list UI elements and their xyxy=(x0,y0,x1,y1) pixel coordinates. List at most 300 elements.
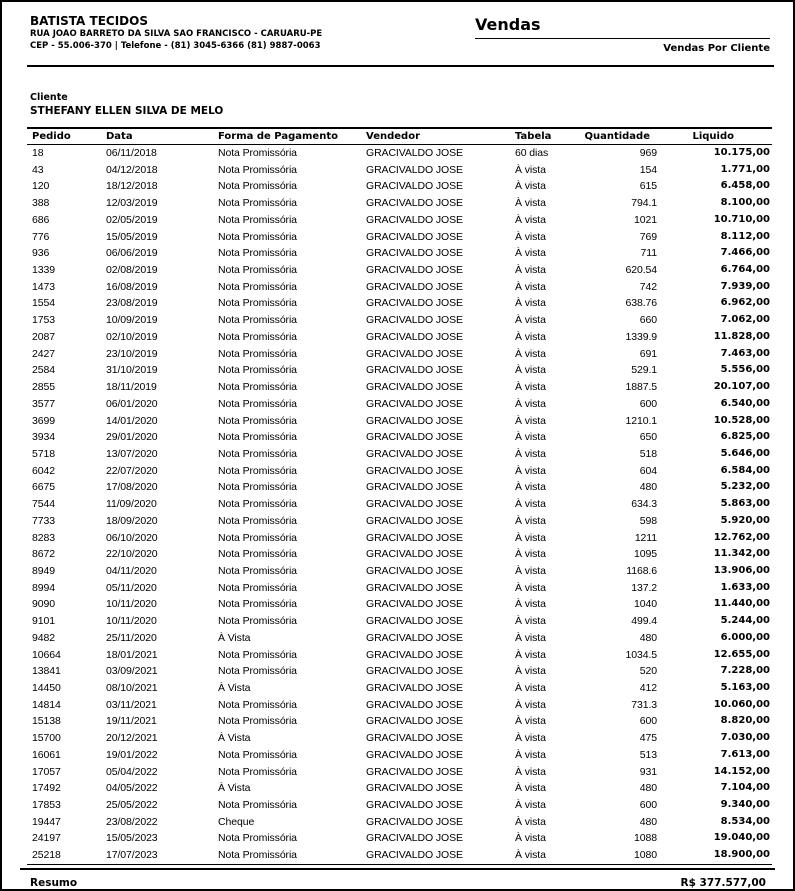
cell-pedido: 1753 xyxy=(32,314,55,327)
cell-data: 23/08/2022 xyxy=(106,815,158,828)
cell-vendedor: GRACIVALDO JOSE xyxy=(366,665,463,678)
cell-quantidade: 969 xyxy=(639,147,657,159)
cell-tabela: 60 dias xyxy=(515,147,549,159)
cell-vendedor: GRACIVALDO JOSE xyxy=(366,715,463,728)
cell-pedido: 9090 xyxy=(32,598,55,611)
table-row xyxy=(27,830,772,847)
cell-tabela: À vista xyxy=(515,782,546,795)
cell-liquido: 10.710,00 xyxy=(713,213,770,225)
table-row xyxy=(27,329,772,346)
report-title-block xyxy=(475,15,770,54)
cell-data: 03/11/2021 xyxy=(106,698,157,711)
cell-pedido: 6042 xyxy=(32,464,55,477)
column-header-pedido: Pedido xyxy=(32,131,71,142)
cell-tabela: À vista xyxy=(515,698,546,711)
cell-tabela: À vista xyxy=(515,598,546,611)
cell-data: 04/05/2022 xyxy=(106,782,158,795)
table-row xyxy=(27,680,772,697)
cell-quantidade: 598 xyxy=(639,514,657,527)
cell-data: 18/01/2021 xyxy=(106,648,158,661)
cell-tabela: À vista xyxy=(515,648,546,661)
cell-data: 06/01/2020 xyxy=(106,397,158,410)
cell-forma-pagamento: Nota Promissória xyxy=(218,330,297,343)
cell-pedido: 3577 xyxy=(32,397,55,410)
table-header-row xyxy=(27,128,772,145)
cell-pedido: 10664 xyxy=(32,648,61,661)
table-row xyxy=(27,379,772,396)
cell-vendedor: GRACIVALDO JOSE xyxy=(366,682,463,694)
cell-forma-pagamento: Nota Promissória xyxy=(218,698,297,711)
table-row xyxy=(27,797,772,814)
cell-forma-pagamento: Nota Promissória xyxy=(218,147,297,159)
cell-tabela: À vista xyxy=(515,464,546,477)
table-row xyxy=(27,346,772,363)
cell-vendedor: GRACIVALDO JOSE xyxy=(366,447,463,460)
table-row xyxy=(27,847,772,864)
cell-quantidade: 638.76 xyxy=(625,297,657,310)
cell-vendedor: GRACIVALDO JOSE xyxy=(366,598,463,611)
cell-liquido: 13.906,00 xyxy=(713,564,770,576)
cell-data: 25/11/2020 xyxy=(106,631,157,644)
cell-data: 04/11/2020 xyxy=(106,564,157,577)
cell-quantidade: 513 xyxy=(639,748,657,761)
cell-data: 29/01/2020 xyxy=(106,431,158,444)
cell-liquido: 20.107,00 xyxy=(713,381,770,393)
cell-liquido: 7.228,00 xyxy=(720,665,770,677)
cell-quantidade: 1034.5 xyxy=(625,648,657,661)
cell-liquido: 10.528,00 xyxy=(713,414,770,426)
cell-forma-pagamento: Nota Promissória xyxy=(218,832,297,845)
table-row xyxy=(27,546,772,563)
cell-pedido: 1339 xyxy=(32,264,55,277)
cell-quantidade: 1211 xyxy=(634,531,657,544)
cell-vendedor: GRACIVALDO JOSE xyxy=(366,314,463,327)
cell-quantidade: 650 xyxy=(639,431,657,444)
cell-vendedor: GRACIVALDO JOSE xyxy=(366,765,463,778)
cell-liquido: 10.175,00 xyxy=(713,147,770,158)
cell-tabela: À vista xyxy=(515,765,546,778)
cell-tabela: À vista xyxy=(515,832,546,845)
cell-vendedor: GRACIVALDO JOSE xyxy=(366,264,463,277)
cell-liquido: 1.771,00 xyxy=(720,163,770,175)
cell-forma-pagamento: Nota Promissória xyxy=(218,715,297,728)
cell-pedido: 14814 xyxy=(32,698,61,711)
cell-vendedor: GRACIVALDO JOSE xyxy=(366,180,463,193)
cell-vendedor: GRACIVALDO JOSE xyxy=(366,197,463,210)
cell-forma-pagamento: Nota Promissória xyxy=(218,364,297,377)
cell-tabela: À vista xyxy=(515,213,546,226)
cell-data: 14/01/2020 xyxy=(106,414,158,427)
cell-vendedor: GRACIVALDO JOSE xyxy=(366,698,463,711)
cell-tabela: À vista xyxy=(515,732,546,745)
cell-liquido: 10.060,00 xyxy=(713,698,770,710)
cell-tabela: À vista xyxy=(515,364,546,377)
cell-vendedor: GRACIVALDO JOSE xyxy=(366,564,463,577)
cell-tabela: À vista xyxy=(515,498,546,511)
cell-data: 20/12/2021 xyxy=(106,732,158,745)
cell-pedido: 9482 xyxy=(32,631,55,644)
table-row xyxy=(27,229,772,246)
table-row xyxy=(27,195,772,212)
cell-tabela: À vista xyxy=(515,531,546,544)
company-address: RUA JOAO BARRETO DA SILVA SAO FRANCISCO - CARUARU-PE xyxy=(30,29,323,39)
cell-forma-pagamento: Nota Promissória xyxy=(218,498,297,511)
cell-data: 22/07/2020 xyxy=(106,464,158,477)
cell-forma-pagamento: Nota Promissória xyxy=(218,564,297,577)
cell-data: 16/08/2019 xyxy=(106,280,158,293)
client-name: STHEFANY ELLEN SILVA DE MELO xyxy=(30,105,224,117)
cell-data: 15/05/2023 xyxy=(106,832,158,845)
cell-quantidade: 604 xyxy=(639,464,657,477)
table-row xyxy=(27,663,772,680)
cell-pedido: 17057 xyxy=(32,765,61,778)
cell-pedido: 25218 xyxy=(32,849,61,862)
cell-data: 10/09/2019 xyxy=(106,314,158,327)
cell-tabela: À vista xyxy=(515,799,546,812)
cell-forma-pagamento: Nota Promissória xyxy=(218,481,297,494)
cell-forma-pagamento: Nota Promissória xyxy=(218,464,297,477)
cell-quantidade: 620.54 xyxy=(625,264,657,277)
cell-pedido: 18 xyxy=(32,147,44,159)
table-row xyxy=(27,312,772,329)
cell-data: 15/05/2019 xyxy=(106,230,158,243)
cell-pedido: 19447 xyxy=(32,815,61,828)
cell-tabela: À vista xyxy=(515,414,546,427)
cell-quantidade: 480 xyxy=(639,631,657,644)
cell-quantidade: 1021 xyxy=(634,213,657,226)
cell-pedido: 43 xyxy=(32,163,44,176)
cell-data: 18/09/2020 xyxy=(106,514,158,527)
cell-vendedor: GRACIVALDO JOSE xyxy=(366,464,463,477)
cell-quantidade: 1088 xyxy=(634,832,657,845)
cell-forma-pagamento: Nota Promissória xyxy=(218,598,297,611)
cell-tabela: À vista xyxy=(515,849,546,862)
cell-liquido: 8.100,00 xyxy=(720,197,770,209)
cell-liquido: 7.613,00 xyxy=(720,748,770,760)
cell-forma-pagamento: Nota Promissória xyxy=(218,247,297,260)
cell-pedido: 2855 xyxy=(32,381,55,394)
cell-quantidade: 1080 xyxy=(634,849,657,862)
cell-vendedor: GRACIVALDO JOSE xyxy=(366,732,463,745)
cell-tabela: À vista xyxy=(515,247,546,260)
cell-pedido: 16061 xyxy=(32,748,61,761)
cell-pedido: 3699 xyxy=(32,414,55,427)
cell-liquido: 5.646,00 xyxy=(720,447,770,459)
column-header-liquido: Liquido xyxy=(692,131,734,142)
cell-pedido: 14450 xyxy=(32,682,61,694)
cell-data: 10/11/2020 xyxy=(106,615,157,628)
cell-pedido: 8283 xyxy=(32,531,55,544)
cell-vendedor: GRACIVALDO JOSE xyxy=(366,815,463,828)
table-row xyxy=(27,747,772,764)
cell-tabela: À vista xyxy=(515,715,546,728)
table-body xyxy=(27,145,772,865)
table-row xyxy=(27,446,772,463)
table-row xyxy=(27,764,772,781)
cell-quantidade: 154 xyxy=(639,163,657,176)
cell-quantidade: 660 xyxy=(639,314,657,327)
cell-data: 19/11/2021 xyxy=(106,715,157,728)
cell-quantidade: 600 xyxy=(639,397,657,410)
table-row xyxy=(27,479,772,496)
cell-pedido: 15700 xyxy=(32,732,61,745)
cell-forma-pagamento: Nota Promissória xyxy=(218,531,297,544)
cell-vendedor: GRACIVALDO JOSE xyxy=(366,548,463,561)
cell-liquido: 8.112,00 xyxy=(720,230,770,242)
cell-quantidade: 475 xyxy=(639,732,657,745)
cell-tabela: À vista xyxy=(515,230,546,243)
cell-pedido: 24197 xyxy=(32,832,61,845)
cell-liquido: 7.030,00 xyxy=(720,732,770,744)
cell-pedido: 1554 xyxy=(32,297,55,310)
cell-quantidade: 691 xyxy=(639,347,657,360)
cell-forma-pagamento: À Vista xyxy=(218,782,251,795)
cell-tabela: À vista xyxy=(515,197,546,210)
cell-vendedor: GRACIVALDO JOSE xyxy=(366,514,463,527)
client-label: Cliente xyxy=(30,92,68,103)
table-row xyxy=(27,295,772,312)
cell-data: 02/08/2019 xyxy=(106,264,158,277)
cell-forma-pagamento: À Vista xyxy=(218,682,251,694)
cell-vendedor: GRACIVALDO JOSE xyxy=(366,631,463,644)
cell-tabela: À vista xyxy=(515,548,546,561)
cell-pedido: 7544 xyxy=(32,498,55,511)
cell-quantidade: 1168.6 xyxy=(626,564,657,577)
cell-forma-pagamento: Nota Promissória xyxy=(218,548,297,561)
cell-vendedor: GRACIVALDO JOSE xyxy=(366,531,463,544)
cell-liquido: 7.463,00 xyxy=(720,347,770,359)
cell-liquido: 6.584,00 xyxy=(720,464,770,476)
cell-quantidade: 1887.5 xyxy=(625,381,657,394)
cell-data: 05/04/2022 xyxy=(106,765,158,778)
cell-pedido: 1473 xyxy=(32,280,55,293)
cell-tabela: À vista xyxy=(515,481,546,494)
summary-label: Resumo xyxy=(30,876,78,889)
table-row xyxy=(27,713,772,730)
cell-tabela: À vista xyxy=(515,381,546,394)
table-row xyxy=(27,413,772,430)
cell-forma-pagamento: Nota Promissória xyxy=(218,163,297,176)
cell-data: 02/05/2019 xyxy=(106,213,158,226)
column-header-quantidade: Quantidade xyxy=(584,131,650,142)
cell-tabela: À vista xyxy=(515,631,546,644)
cell-forma-pagamento: Nota Promissória xyxy=(218,615,297,628)
cell-data: 22/10/2020 xyxy=(106,548,158,561)
cell-pedido: 388 xyxy=(32,197,50,210)
cell-data: 18/11/2019 xyxy=(106,381,157,394)
cell-quantidade: 1095 xyxy=(634,548,657,561)
cell-pedido: 2087 xyxy=(32,330,55,343)
cell-forma-pagamento: Nota Promissória xyxy=(218,397,297,410)
cell-data: 04/12/2018 xyxy=(106,163,158,176)
cell-forma-pagamento: À Vista xyxy=(218,631,251,644)
cell-liquido: 7.104,00 xyxy=(720,782,770,794)
table-row xyxy=(27,563,772,580)
cell-data: 13/07/2020 xyxy=(106,447,158,460)
cell-pedido: 8672 xyxy=(32,548,55,561)
cell-vendedor: GRACIVALDO JOSE xyxy=(366,347,463,360)
cell-data: 03/09/2021 xyxy=(106,665,158,678)
cell-quantidade: 480 xyxy=(639,815,657,828)
cell-forma-pagamento: Nota Promissória xyxy=(218,431,297,444)
cell-data: 31/10/2019 xyxy=(106,364,158,377)
cell-data: 11/09/2020 xyxy=(106,498,157,511)
cell-data: 17/07/2023 xyxy=(106,849,158,862)
sales-table xyxy=(27,127,772,865)
cell-quantidade: 480 xyxy=(639,481,657,494)
cell-pedido: 936 xyxy=(32,247,50,260)
column-header-data: Data xyxy=(106,131,133,142)
cell-vendedor: GRACIVALDO JOSE xyxy=(366,615,463,628)
cell-vendedor: GRACIVALDO JOSE xyxy=(366,247,463,260)
table-row xyxy=(27,396,772,413)
cell-liquido: 8.534,00 xyxy=(720,815,770,827)
cell-vendedor: GRACIVALDO JOSE xyxy=(366,849,463,862)
cell-tabela: À vista xyxy=(515,297,546,310)
cell-tabela: À vista xyxy=(515,564,546,577)
cell-liquido: 12.762,00 xyxy=(713,531,770,543)
cell-quantidade: 931 xyxy=(639,765,657,778)
cell-forma-pagamento: Nota Promissória xyxy=(218,297,297,310)
cell-tabela: À vista xyxy=(515,397,546,410)
table-row xyxy=(27,145,772,162)
cell-forma-pagamento: Nota Promissória xyxy=(218,264,297,277)
table-row xyxy=(27,178,772,195)
cell-forma-pagamento: Cheque xyxy=(218,815,255,828)
cell-tabela: À vista xyxy=(515,314,546,327)
cell-vendedor: GRACIVALDO JOSE xyxy=(366,297,463,310)
cell-data: 10/11/2020 xyxy=(106,598,157,611)
cell-vendedor: GRACIVALDO JOSE xyxy=(366,581,463,594)
cell-quantidade: 518 xyxy=(639,447,657,460)
cell-tabela: À vista xyxy=(515,748,546,761)
cell-liquido: 6.825,00 xyxy=(720,431,770,443)
cell-liquido: 11.342,00 xyxy=(713,548,770,560)
cell-liquido: 11.828,00 xyxy=(713,330,770,342)
table-row xyxy=(27,362,772,379)
cell-pedido: 17492 xyxy=(32,782,61,795)
cell-tabela: À vista xyxy=(515,264,546,277)
cell-tabela: À vista xyxy=(515,431,546,444)
cell-data: 12/03/2019 xyxy=(106,197,158,210)
cell-quantidade: 529.1 xyxy=(631,364,657,377)
cell-quantidade: 1040 xyxy=(634,598,657,611)
cell-vendedor: GRACIVALDO JOSE xyxy=(366,799,463,812)
cell-pedido: 7733 xyxy=(32,514,55,527)
cell-liquido: 19.040,00 xyxy=(713,832,770,844)
cell-pedido: 2584 xyxy=(32,364,55,377)
cell-forma-pagamento: Nota Promissória xyxy=(218,447,297,460)
cell-data: 18/12/2018 xyxy=(106,180,158,193)
cell-forma-pagamento: Nota Promissória xyxy=(218,648,297,661)
cell-quantidade: 769 xyxy=(639,230,657,243)
cell-forma-pagamento: Nota Promissória xyxy=(218,581,297,594)
client-block xyxy=(30,92,793,118)
cell-liquido: 12.655,00 xyxy=(713,648,770,660)
cell-tabela: À vista xyxy=(515,180,546,193)
cell-quantidade: 520 xyxy=(639,665,657,678)
table-row xyxy=(27,596,772,613)
table-row xyxy=(27,262,772,279)
cell-tabela: À vista xyxy=(515,330,546,343)
cell-liquido: 9.340,00 xyxy=(720,799,770,811)
cell-tabela: À vista xyxy=(515,447,546,460)
cell-liquido: 6.458,00 xyxy=(720,180,770,192)
cell-vendedor: GRACIVALDO JOSE xyxy=(366,397,463,410)
cell-pedido: 9101 xyxy=(32,615,55,628)
cell-vendedor: GRACIVALDO JOSE xyxy=(366,330,463,343)
table-row xyxy=(27,429,772,446)
cell-liquido: 7.466,00 xyxy=(720,247,770,259)
cell-forma-pagamento: Nota Promissória xyxy=(218,849,297,862)
cell-vendedor: GRACIVALDO JOSE xyxy=(366,230,463,243)
cell-tabela: À vista xyxy=(515,581,546,594)
cell-tabela: À vista xyxy=(515,682,546,694)
cell-forma-pagamento: Nota Promissória xyxy=(218,799,297,812)
cell-forma-pagamento: Nota Promissória xyxy=(218,347,297,360)
cell-vendedor: GRACIVALDO JOSE xyxy=(366,431,463,444)
cell-forma-pagamento: Nota Promissória xyxy=(218,314,297,327)
report-subtitle: Vendas Por Cliente xyxy=(663,43,770,54)
cell-liquido: 5.920,00 xyxy=(720,514,770,526)
cell-quantidade: 137.2 xyxy=(631,581,657,594)
cell-data: 25/05/2022 xyxy=(106,799,158,812)
cell-quantidade: 794.1 xyxy=(631,197,657,210)
table-row xyxy=(27,780,772,797)
cell-forma-pagamento: Nota Promissória xyxy=(218,197,297,210)
table-row xyxy=(27,530,772,547)
cell-vendedor: GRACIVALDO JOSE xyxy=(366,147,463,159)
cell-data: 23/10/2019 xyxy=(106,347,158,360)
table-row xyxy=(27,463,772,480)
table-row xyxy=(27,496,772,513)
cell-tabela: À vista xyxy=(515,347,546,360)
column-header-forma-pagamento: Forma de Pagamento xyxy=(218,131,338,142)
cell-pedido: 15138 xyxy=(32,715,61,728)
cell-forma-pagamento: Nota Promissória xyxy=(218,765,297,778)
cell-data: 02/10/2019 xyxy=(106,330,158,343)
cell-quantidade: 412 xyxy=(639,682,657,694)
cell-liquido: 5.163,00 xyxy=(720,682,770,693)
cell-liquido: 6.962,00 xyxy=(720,297,770,309)
cell-liquido: 18.900,00 xyxy=(713,849,770,861)
header-divider xyxy=(27,65,774,67)
cell-quantidade: 600 xyxy=(639,715,657,728)
cell-vendedor: GRACIVALDO JOSE xyxy=(366,481,463,494)
cell-vendedor: GRACIVALDO JOSE xyxy=(366,364,463,377)
cell-liquido: 7.939,00 xyxy=(720,280,770,292)
table-row xyxy=(27,162,772,179)
cell-data: 17/08/2020 xyxy=(106,481,158,494)
summary-divider xyxy=(20,868,775,870)
cell-pedido: 6675 xyxy=(32,481,55,494)
cell-pedido: 2427 xyxy=(32,347,55,360)
cell-forma-pagamento: Nota Promissória xyxy=(218,280,297,293)
cell-forma-pagamento: Nota Promissória xyxy=(218,414,297,427)
cell-pedido: 120 xyxy=(32,180,50,193)
cell-tabela: À vista xyxy=(515,514,546,527)
cell-liquido: 14.152,00 xyxy=(713,765,770,777)
cell-pedido: 8994 xyxy=(32,581,55,594)
table-row xyxy=(27,279,772,296)
report-title: Vendas xyxy=(475,15,770,39)
cell-data: 06/11/2018 xyxy=(106,147,157,159)
table-row xyxy=(27,647,772,664)
cell-liquido: 6.764,00 xyxy=(720,264,770,276)
cell-liquido: 5.556,00 xyxy=(720,364,770,376)
company-contact: CEP - 55.006-370 | Telefone - (81) 3045-6366 (81) 9887-0063 xyxy=(30,41,321,51)
cell-data: 23/08/2019 xyxy=(106,297,158,310)
